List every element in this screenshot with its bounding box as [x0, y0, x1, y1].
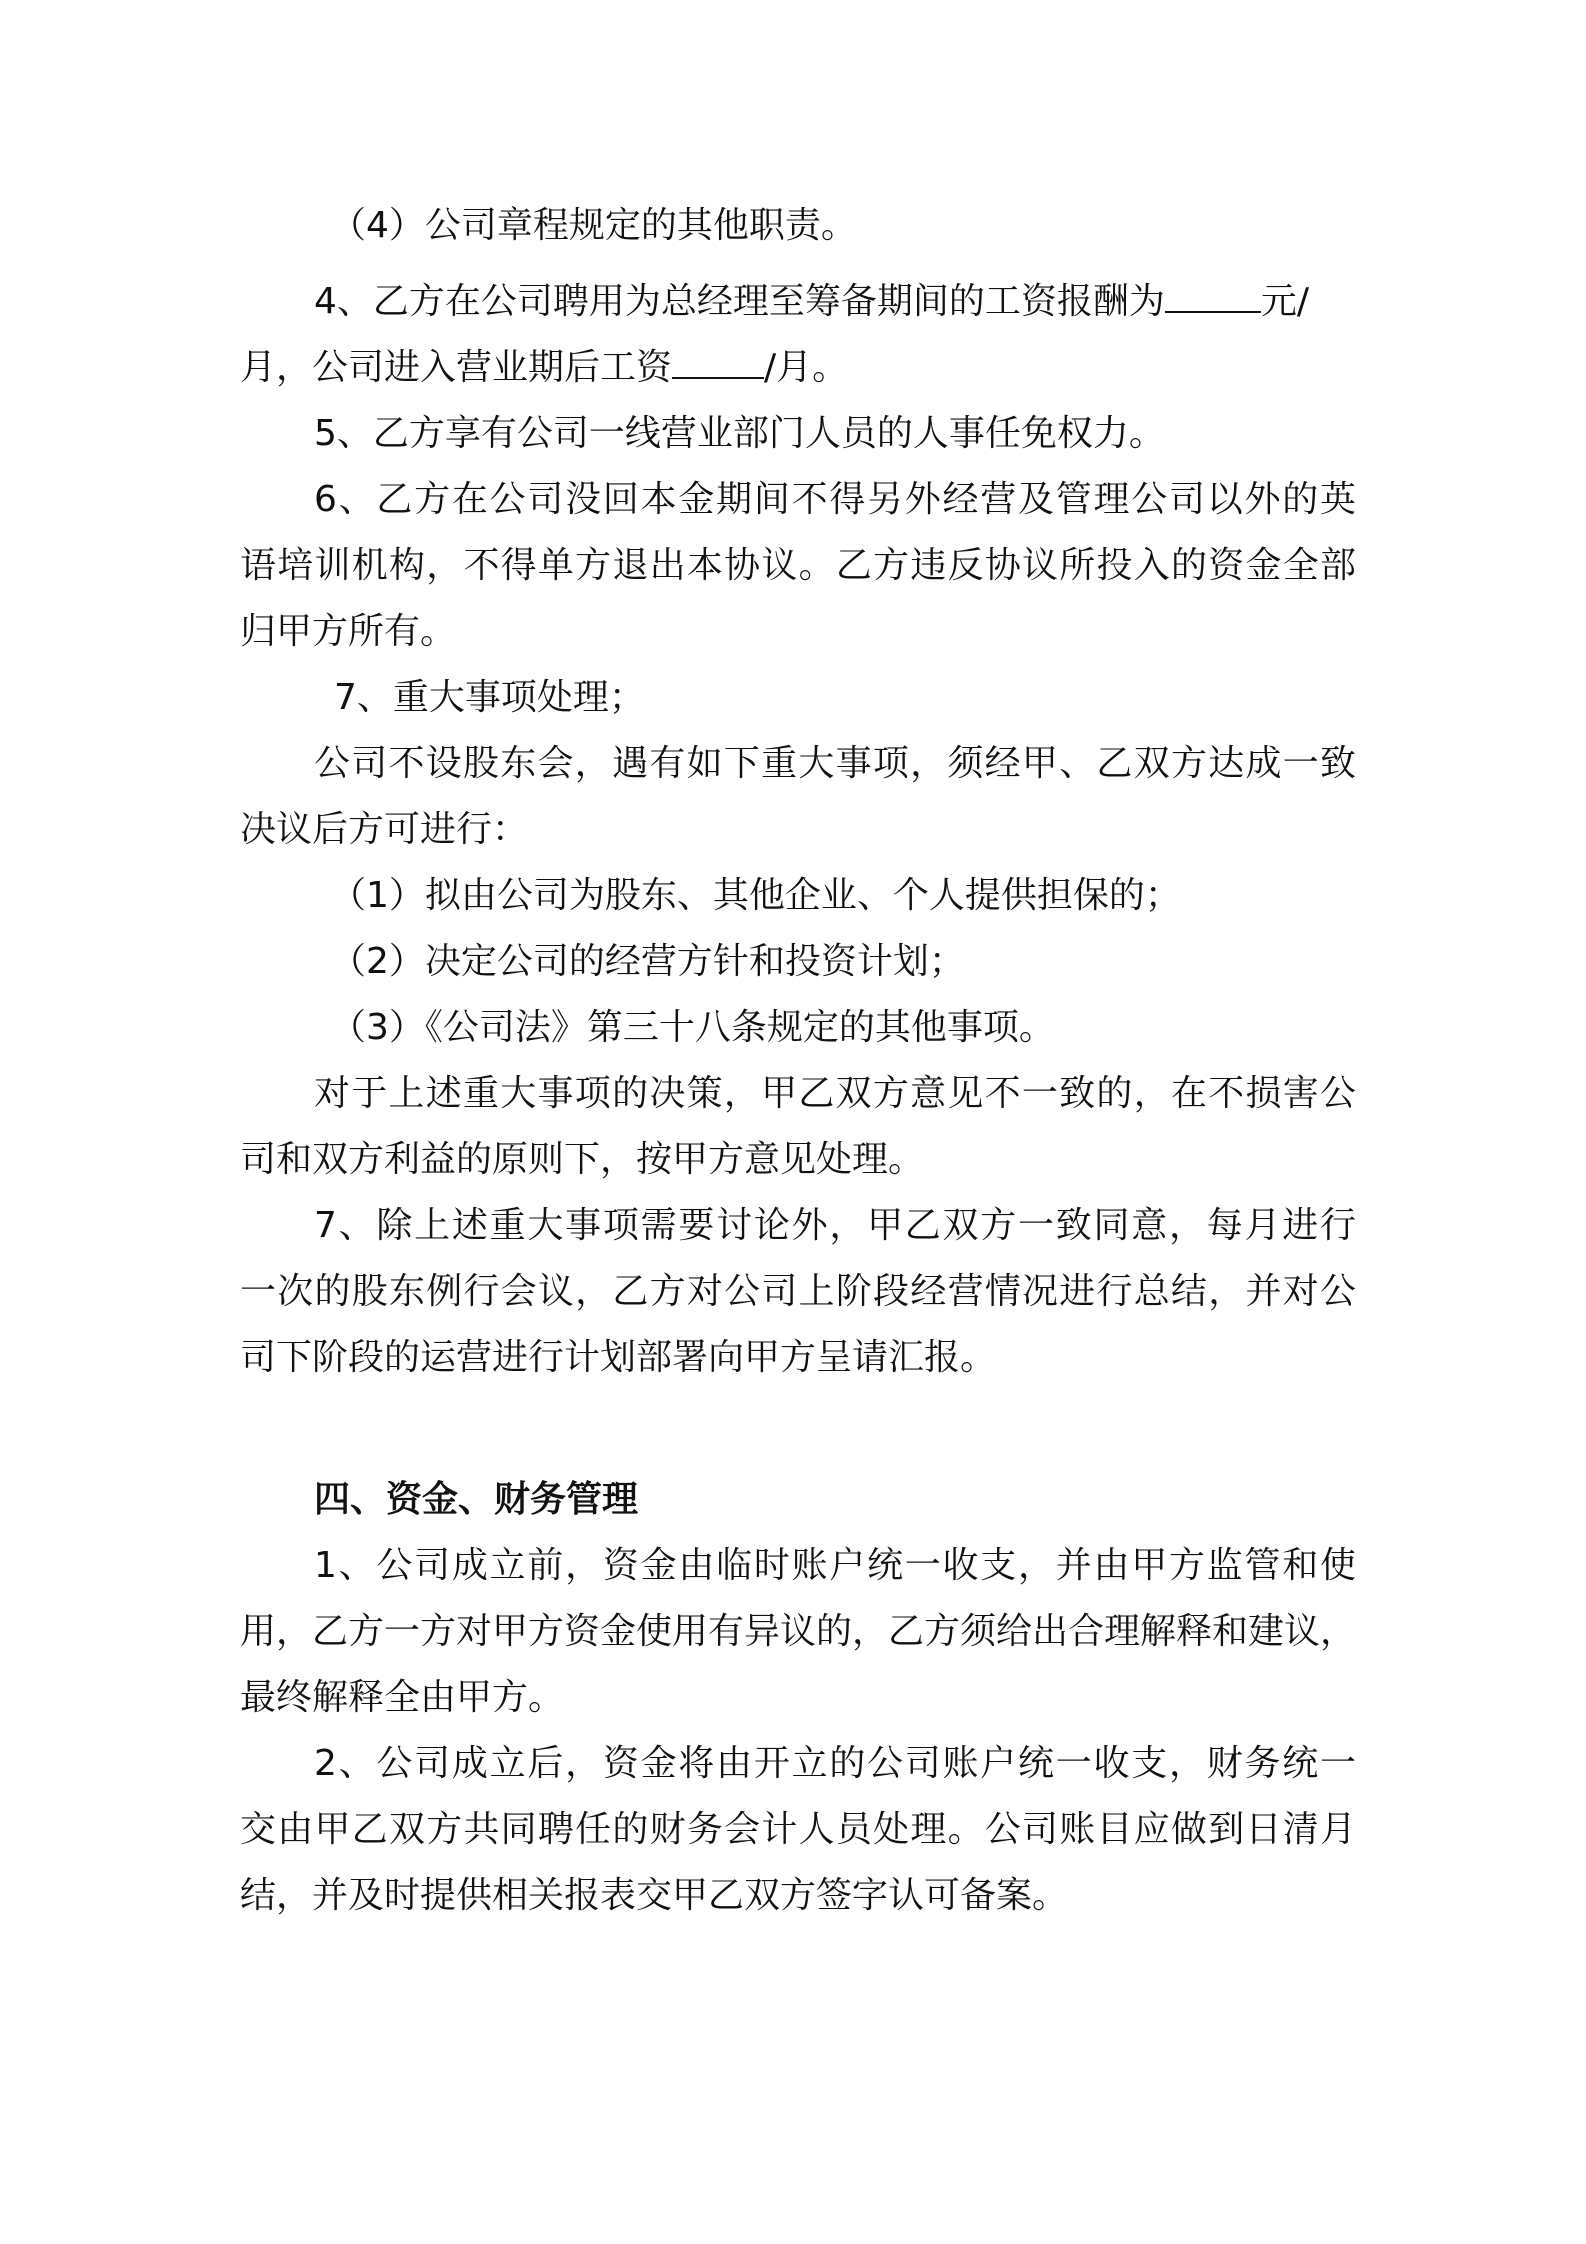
meeting-clause-line-1 — [314, 1192, 1356, 1260]
clause-text: 1、公司成立前，资金由临时账户统一收支，并由甲方监管和使 — [314, 1545, 1356, 1586]
salary-blank-2 — [672, 347, 764, 379]
clause-text: 7、除上述重大事项需要讨论外，甲乙双方一致同意，每月进行 — [314, 1205, 1356, 1246]
clause-text: 决议后方可进行： — [240, 809, 529, 850]
clause-text: 5、乙方享有公司一线营业部门人员的人事任免权力。 — [314, 413, 1165, 454]
clause-text: 最终解释全由甲方。 — [240, 1677, 565, 1718]
clause-item-4 — [330, 192, 1450, 260]
clause-text: （1）拟由公司为股东、其他企业、个人提供担保的； — [330, 875, 1181, 916]
clause-4-line-1 — [314, 268, 1434, 336]
section-title: 四、资金、财务管理 — [314, 1479, 639, 1520]
finance-clause-1-line-1 — [314, 1532, 1356, 1600]
clause-text: 月，公司进入营业期后工资 — [240, 347, 673, 388]
matter-item-3 — [330, 994, 1450, 1062]
finance-clause-1-line-2 — [240, 1598, 1356, 1666]
clause-4-line-2 — [240, 334, 1360, 402]
clause-text: 归甲方所有。 — [240, 611, 457, 652]
clause-text: 对于上述重大事项的决策，甲乙双方意见不一致的，在不损害公 — [314, 1073, 1356, 1114]
clause-7-intro-line-1 — [314, 730, 1356, 798]
matter-item-2 — [330, 928, 1450, 996]
finance-clause-2-line-1 — [314, 1730, 1356, 1798]
finance-clause-2-line-3 — [240, 1862, 1360, 1930]
clause-7-intro-line-2 — [240, 796, 1360, 864]
clause-text: 4、乙方在公司聘用为总经理至筹备期间的工资报酬为 — [314, 281, 1165, 322]
clause-text: 用，乙方一方对甲方资金使用有异议的，乙方须给出合理解释和建议， — [240, 1611, 1357, 1652]
clause-text: 6、乙方在公司没回本金期间不得另外经营及管理公司以外的英 — [314, 479, 1356, 520]
matter-item-1 — [330, 862, 1450, 930]
clause-6-line-3 — [240, 598, 1360, 666]
clause-text: 7、重大事项处理； — [334, 677, 645, 718]
clause-6-line-1 — [314, 466, 1356, 534]
clause-text: 交由甲乙双方共同聘任的财务会计人员处理。公司账目应做到日清月 — [240, 1809, 1356, 1850]
finance-clause-1-line-3 — [240, 1664, 1360, 1732]
clause-text: 结，并及时提供相关报表交甲乙双方签字认可备案。 — [240, 1875, 1069, 1916]
clause-text: （2）决定公司的经营方针和投资计划； — [330, 941, 965, 982]
clause-text: 公司不设股东会，遇有如下重大事项，须经甲、乙双方达成一致 — [314, 743, 1356, 784]
clause-text: 一次的股东例行会议，乙方对公司上阶段经营情况进行总结，并对公 — [240, 1271, 1356, 1312]
clause-text: 司下阶段的运营进行计划部署向甲方呈请汇报。 — [240, 1337, 997, 1378]
clause-7-heading — [334, 664, 1454, 732]
clause-text: /月。 — [764, 347, 849, 388]
clause-text: （4）公司章程规定的其他职责。 — [330, 205, 857, 246]
clause-5 — [314, 400, 1434, 468]
clause-text: 2、公司成立后，资金将由开立的公司账户统一收支，财务统一 — [314, 1743, 1356, 1784]
meeting-clause-line-3 — [240, 1324, 1360, 1392]
decision-line-2 — [240, 1126, 1360, 1194]
salary-blank-1 — [1165, 281, 1261, 313]
section-heading-finance — [314, 1466, 1434, 1534]
clause-text: 元/ — [1260, 281, 1310, 322]
decision-line-1 — [314, 1060, 1356, 1128]
meeting-clause-line-2 — [240, 1258, 1356, 1326]
clause-text: （3）《公司法》第三十八条规定的其他事项。 — [330, 1007, 1055, 1048]
finance-clause-2-line-2 — [240, 1796, 1356, 1864]
clause-6-line-2 — [240, 532, 1356, 600]
clause-text: 语培训机构，不得单方退出本协议。乙方违反协议所投入的资金全部 — [240, 545, 1356, 586]
clause-text: 司和双方利益的原则下，按甲方意见处理。 — [240, 1139, 925, 1180]
